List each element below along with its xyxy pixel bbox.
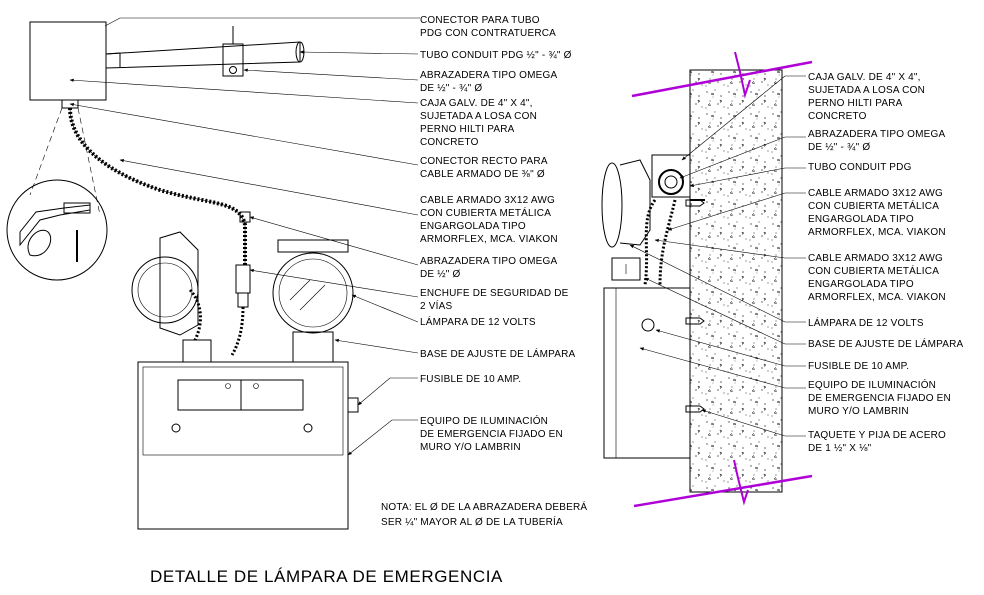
svg-text:CONCRETO xyxy=(420,137,479,148)
right-label-line: CABLE ARMADO 3X12 AWG xyxy=(808,253,943,264)
right-label-line: CONCRETO xyxy=(808,111,867,122)
right-label-line: FUSIBLE DE 10 AMP. xyxy=(808,361,910,372)
omega-clamp xyxy=(223,44,243,76)
lamp-base-left xyxy=(183,340,211,362)
right-label-line: TUBO CONDUIT PDG xyxy=(808,162,912,173)
svg-text:CONCRETO xyxy=(808,111,867,122)
left-label-line: LÁMPARA DE 12 VOLTS xyxy=(420,317,536,328)
svg-text:NOTA: EL Ø DE LA ABRAZADERA DE xyxy=(381,500,587,513)
junction-box xyxy=(30,22,106,100)
right-label-line: DE EMERGENCIA FIJADO EN xyxy=(808,393,951,404)
left-elevation xyxy=(7,22,358,529)
left-label-line: MURO Y/O LAMBRIN xyxy=(420,442,521,453)
right-label-line: CON CUBIERTA METÁLICA xyxy=(808,201,940,212)
left-label-line: 2 VÍAS xyxy=(420,301,453,312)
svg-text:TUBO CONDUIT PDG ½" - ¾" Ø xyxy=(420,50,572,61)
right-label-line: BASE DE AJUSTE DE LÁMPARA xyxy=(808,339,964,350)
fuse-left xyxy=(348,398,358,412)
svg-text:PERNO HILTI PARA xyxy=(420,124,515,135)
svg-text:CABLE ARMADO 3X12 AWG xyxy=(808,253,943,264)
svg-text:CABLE ARMADO 3X12 AWG xyxy=(808,188,943,199)
left-label-line: DE ½" - ¾" Ø xyxy=(420,83,483,94)
right-label-line: CABLE ARMADO 3X12 AWG xyxy=(808,188,943,199)
right-section xyxy=(602,52,812,506)
svg-text:ABRAZADERA TIPO OMEGA xyxy=(420,256,558,267)
svg-text:SER ¼" MAYOR AL Ø DE LA TUBERÍ xyxy=(381,515,563,528)
svg-text:2 VÍAS xyxy=(420,299,452,312)
svg-text:LÁMPARA DE 12 VOLTS xyxy=(808,316,924,329)
left-label-line: ABRAZADERA TIPO OMEGA xyxy=(420,70,558,81)
left-label-line: ENCHUFE DE SEGURIDAD DE xyxy=(420,288,569,299)
right-label-line: CON CUBIERTA METÁLICA xyxy=(808,266,940,277)
svg-text:CAJA GALV. DE 4" X 4", xyxy=(420,98,533,109)
svg-text:DE 1 ½" X ⅛" xyxy=(808,443,872,454)
left-label-line: ENGARGOLADA TIPO xyxy=(420,221,526,232)
svg-text:ARMORFLEX, MCA. VIAKON xyxy=(808,227,946,238)
right-label-line: TAQUETE Y PIJA DE ACERO xyxy=(808,430,946,441)
left-label-line: ARMORFLEX, MCA. VIAKON xyxy=(420,234,558,245)
svg-text:ABRAZADERA TIPO OMEGA xyxy=(420,70,558,81)
svg-text:EQUIPO DE ILUMINACIÓN xyxy=(808,378,936,391)
svg-text:BASE DE AJUSTE DE LÁMPARA xyxy=(420,347,576,360)
svg-text:DE ½" - ¾" Ø xyxy=(420,83,482,94)
svg-text:BASE DE AJUSTE DE LÁMPARA xyxy=(808,337,964,350)
svg-text:SUJETADA A LOSA CON xyxy=(420,111,537,122)
svg-text:ENGARGOLADA TIPO xyxy=(808,214,914,225)
right-label-line: DE ½" - ¾" Ø xyxy=(808,142,871,153)
svg-text:CABLE ARMADO 3X12 AWG xyxy=(420,195,555,206)
svg-text:MURO Y/O LAMBRIN xyxy=(420,442,521,453)
right-label-line: ENGARGOLADA TIPO xyxy=(808,279,914,290)
svg-text:CABLE ARMADO DE ⅜" Ø xyxy=(420,169,545,180)
note-line: NOTA: EL Ø DE LA ABRAZADERA DEBERÁ xyxy=(381,502,588,513)
lamp-head-right xyxy=(273,253,353,333)
svg-text:CONECTOR PARA TUBO xyxy=(420,15,540,26)
svg-text:ENGARGOLADA TIPO xyxy=(808,279,914,290)
right-label-line: DE 1 ½" X ⅛" xyxy=(808,443,872,454)
right-label-line: ENGARGOLADA TIPO xyxy=(808,214,914,225)
left-label-line: TUBO CONDUIT PDG ½" - ¾" Ø xyxy=(420,50,572,61)
svg-text:ENGARGOLADA TIPO xyxy=(420,221,526,232)
svg-text:CONECTOR RECTO PARA xyxy=(420,156,548,167)
armored-cable xyxy=(70,108,245,265)
left-label-line: PERNO HILTI PARA xyxy=(420,124,515,135)
left-label-line: CONECTOR RECTO PARA xyxy=(420,156,548,167)
left-label-line: PDG CON CONTRATUERCA xyxy=(420,28,557,39)
right-label-line: PERNO HILTI PARA xyxy=(808,98,903,109)
left-label-line: CAJA GALV. DE 4" X 4", xyxy=(420,98,533,109)
left-label-line: SUJETADA A LOSA CON xyxy=(420,111,537,122)
lamp-base-right xyxy=(293,332,333,362)
left-labels xyxy=(420,15,576,453)
left-label-line: ABRAZADERA TIPO OMEGA xyxy=(420,256,558,267)
left-label-line: DE EMERGENCIA FIJADO EN xyxy=(420,429,563,440)
right-labels xyxy=(808,72,964,454)
equipment-box-section xyxy=(604,288,690,458)
svg-text:CON CUBIERTA METÁLICA xyxy=(420,206,551,219)
right-label-line: EQUIPO DE ILUMINACIÓN xyxy=(808,380,937,391)
drawing-title: DETALLE DE LÁMPARA DE EMERGENCIA xyxy=(150,567,503,586)
svg-text:PERNO HILTI PARA xyxy=(808,98,903,109)
conduit-tube xyxy=(106,42,300,68)
leader-conduit xyxy=(300,52,418,54)
left-label-line: CON CUBIERTA METÁLICA xyxy=(420,208,552,219)
svg-text:MURO Y/O LAMBRIN xyxy=(808,406,909,417)
svg-text:DE ½" Ø xyxy=(420,269,461,280)
svg-text:ABRAZADERA TIPO OMEGA xyxy=(808,129,946,140)
svg-text:ENCHUFE DE SEGURIDAD DE xyxy=(420,288,569,299)
svg-text:LÁMPARA DE 12 VOLTS xyxy=(420,315,536,328)
left-label-line: EQUIPO DE ILUMINACIÓN xyxy=(420,416,549,427)
left-label-line: DE ½" Ø xyxy=(420,269,461,280)
svg-text:CON CUBIERTA METÁLICA xyxy=(808,199,939,212)
right-label-line: LÁMPARA DE 12 VOLTS xyxy=(808,318,924,329)
concrete-wall xyxy=(690,70,782,492)
svg-text:DE EMERGENCIA FIJADO EN xyxy=(808,393,951,404)
svg-text:DE ½" - ¾" Ø xyxy=(808,142,870,153)
right-label-line: MURO Y/O LAMBRIN xyxy=(808,406,909,417)
lamp-head-section xyxy=(602,163,622,247)
svg-text:DE EMERGENCIA FIJADO EN xyxy=(420,429,563,440)
svg-text:PDG CON CONTRATUERCA xyxy=(420,28,556,39)
lamp-head-left xyxy=(132,257,198,323)
right-label-line: SUJETADA A LOSA CON xyxy=(808,85,925,96)
right-label-line: ARMORFLEX, MCA. VIAKON xyxy=(808,227,946,238)
note xyxy=(381,500,587,528)
left-label-line: CONCRETO xyxy=(420,137,479,148)
svg-text:EQUIPO DE ILUMINACIÓN xyxy=(420,414,548,427)
right-label-line: ARMORFLEX, MCA. VIAKON xyxy=(808,292,946,303)
svg-text:ARMORFLEX, MCA. VIAKON xyxy=(420,234,558,245)
left-label-line: CONECTOR PARA TUBO xyxy=(420,15,540,26)
safety-plug xyxy=(236,265,250,293)
right-label-line: CAJA GALV. DE 4" X 4", xyxy=(808,72,921,83)
left-label-line: CABLE ARMADO DE ⅜" Ø xyxy=(420,169,545,180)
left-label-line: FUSIBLE DE 10 AMP. xyxy=(420,374,522,385)
svg-text:CAJA GALV. DE 4" X 4", xyxy=(808,72,921,83)
left-label-line: CABLE ARMADO 3X12 AWG xyxy=(420,195,555,206)
svg-text:FUSIBLE DE 10 AMP. xyxy=(808,361,909,372)
emergency-equipment-box xyxy=(138,362,348,529)
left-label-line: BASE DE AJUSTE DE LÁMPARA xyxy=(420,349,576,360)
leader-connector xyxy=(105,18,420,26)
svg-text:SUJETADA A LOSA CON xyxy=(808,85,925,96)
svg-text:ARMORFLEX, MCA. VIAKON xyxy=(808,292,946,303)
svg-text:TAQUETE Y PIJA DE ACERO xyxy=(808,430,946,441)
svg-text:TUBO CONDUIT PDG xyxy=(808,162,912,173)
svg-text:FUSIBLE DE 10 AMP. xyxy=(420,374,521,385)
note-line: SER ¼" MAYOR AL Ø DE LA TUBERÍA xyxy=(381,517,563,528)
right-label-line: ABRAZADERA TIPO OMEGA xyxy=(808,129,946,140)
svg-text:CON CUBIERTA METÁLICA xyxy=(808,264,939,277)
